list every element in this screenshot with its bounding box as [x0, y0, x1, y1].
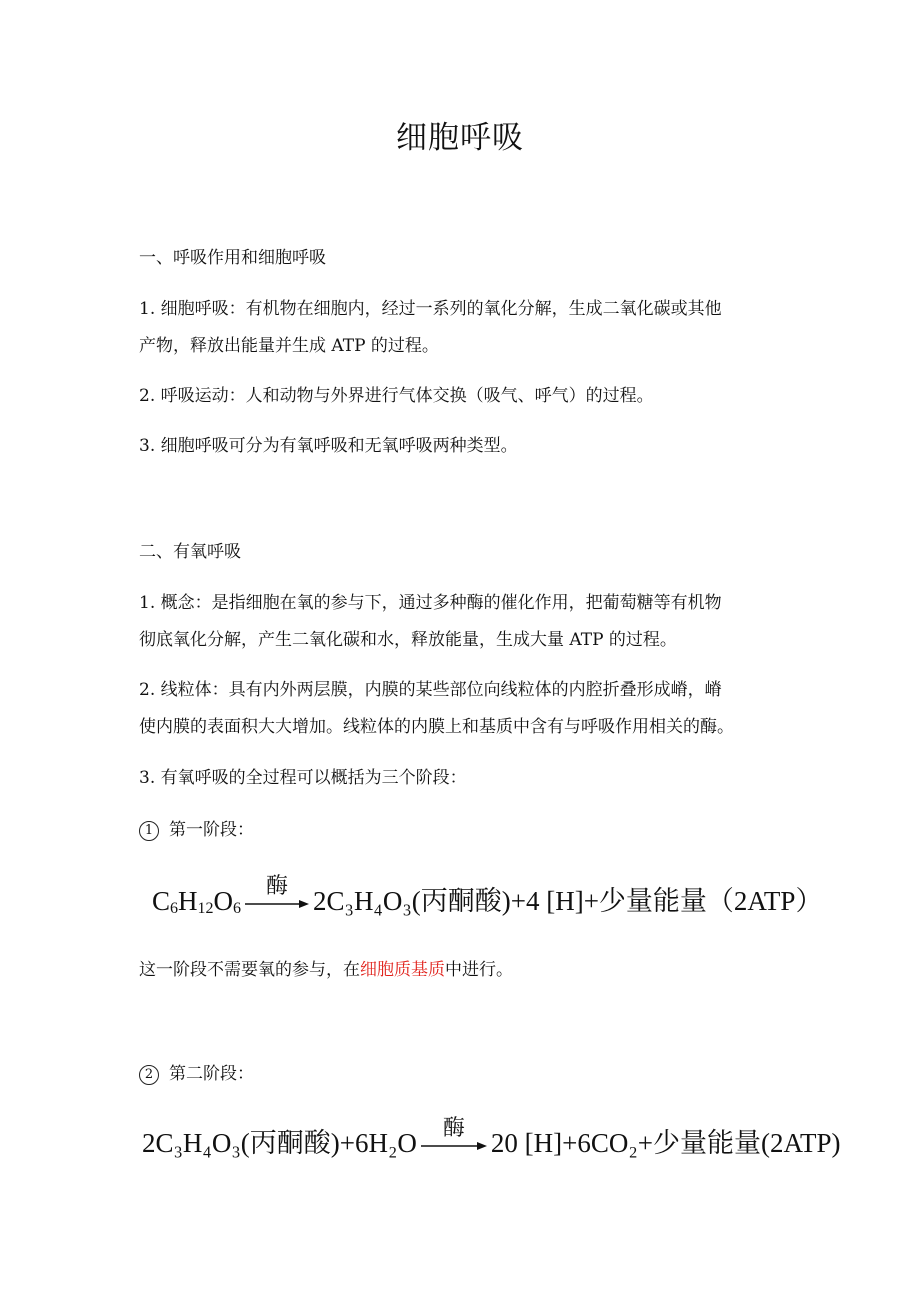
- page-title: 细胞呼吸: [396, 120, 524, 156]
- circled-number-2: 2: [139, 1065, 159, 1085]
- paragraph-3: 3. 细胞呼吸可分为有氧呼吸和无氧呼吸两种类型。: [139, 436, 518, 456]
- mitochondria-line-2: 使内膜的表面积大大增加。线粒体的内膜上和基质中含有与呼吸作用相关的酶。: [139, 717, 734, 737]
- enzyme-label-2: 酶: [442, 1114, 465, 1140]
- reaction-arrow: [245, 872, 309, 909]
- eq2-products: 20 [H]+6CO₂+少量能量(2ATP): [490, 1128, 841, 1158]
- stage-1-heading: [139, 818, 254, 842]
- concept-line-1: 1. 概念：是指细胞在氧的参与下，通过多种酶的催化作用，把葡萄糖等有机物: [139, 593, 722, 613]
- note-text-end: 中进行。: [445, 960, 513, 980]
- equation-stage-2: [142, 1114, 841, 1160]
- circled-number-1: 1: [139, 821, 159, 841]
- stage-2-label: 第二阶段：: [169, 1064, 254, 1084]
- stage-1-note: [139, 958, 513, 982]
- eq2-reactants: 2C₃H₄O₃(丙酮酸)+6H₂O: [142, 1128, 417, 1158]
- highlight-cytoplasm: 细胞质基质: [360, 960, 445, 980]
- paragraph-2: 2. 呼吸运动：人和动物与外界进行气体交换（吸气、呼气）的过程。: [139, 386, 654, 406]
- mitochondria-line-1: 2. 线粒体：具有内外两层膜，内膜的某些部位向线粒体的内腔折叠形成嵴，嵴: [139, 680, 722, 700]
- eq1-reactant: $C_6H_{12}O_6$: [152, 886, 242, 917]
- stage-2-heading: [139, 1062, 254, 1086]
- eq1-products: 2C₃H₄O₃(丙酮酸)+4 [H]+少量能量（2ATP）: [313, 886, 823, 916]
- stage-1-label: 第一阶段：: [169, 820, 254, 840]
- paragraph-1-line-2: 产物，释放出能量并生成 ATP 的过程。: [139, 336, 439, 356]
- section-heading-2: 二、有氧呼吸: [139, 542, 241, 562]
- paragraph-1-line-1: 1. 细胞呼吸：有机物在细胞内，经过一系列的氧化分解，生成二氧化碳或其他: [139, 299, 722, 319]
- concept-line-2: 彻底氧化分解，产生二氧化碳和水，释放能量，生成大量 ATP 的过程。: [139, 630, 677, 650]
- reaction-arrow-2: [421, 1114, 487, 1151]
- stages-intro: 3. 有氧呼吸的全过程可以概括为三个阶段：: [139, 768, 467, 788]
- note-text: 这一阶段不需要氧的参与，在: [139, 960, 360, 980]
- section-heading-1: 一、呼吸作用和细胞呼吸: [139, 248, 326, 268]
- equation-stage-1: [152, 872, 823, 918]
- enzyme-label: 酶: [266, 872, 289, 898]
